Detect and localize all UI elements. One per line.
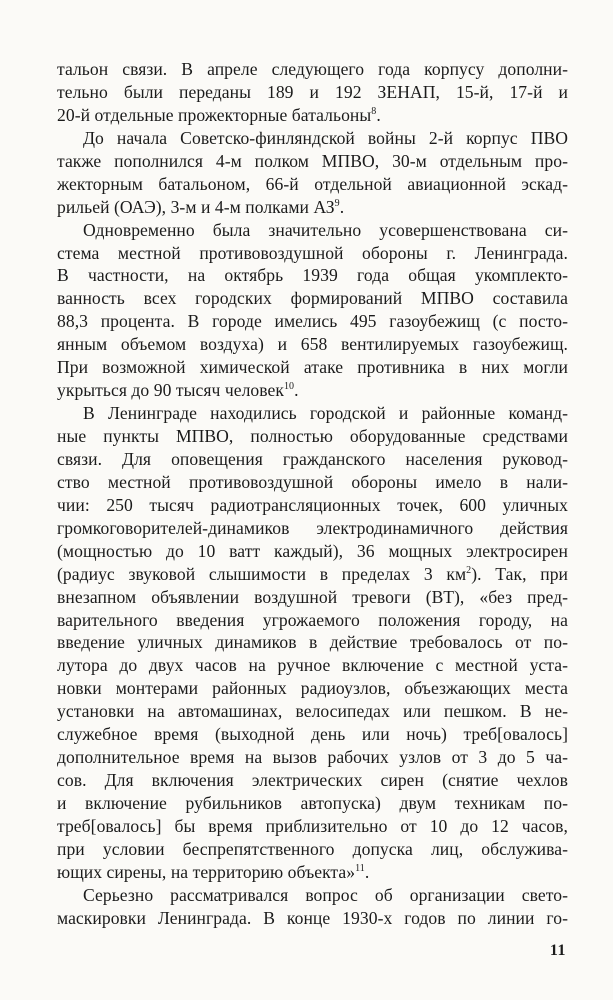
text-line: ство местной противовоздушной обороны имело в нали- [57, 471, 568, 492]
text-line: Серьезно рассматривался вопрос об организации свето- [83, 884, 568, 905]
text-line: дополнительное время на вызов рабочих узлов от 3 до 5 ча- [57, 747, 568, 768]
text-line: стема местной противовоздушной обороны г. Ленинграда. [57, 242, 568, 263]
text-line: рильей (ОАЭ), 3-м и 4-м полками $АЗ^9$. [57, 196, 345, 217]
text-line: До начала Советско-финляндской войны 2-й корпус ПВО [83, 127, 568, 148]
footnote-ref: 2 [466, 564, 472, 576]
text-line: тельно были переданы 189 и 192 ЗЕНАП, 15-й, 17-й и [57, 81, 568, 102]
text-line: ющих сирены, на территорию объекта»$^{11}$. [57, 861, 370, 882]
page-number: 11 [549, 942, 566, 959]
footnote-ref: 9 [334, 197, 340, 209]
text-line: введение уличных динамиков в действие требовалось от по- [57, 632, 568, 653]
text-line: треб[овалось] бы время приблизительно от 10 до 12 часов, [57, 815, 568, 836]
text-line: тальон связи. В апреле следующего года корпусу дополни- [57, 59, 568, 79]
text-line: установки на автомашинах, велосипедах или пешком. В не- [57, 701, 568, 722]
text-line: ванность всех городских формирований МПВО составила [57, 288, 568, 309]
footnote-ref: 11 [355, 862, 365, 874]
text-line: маскировки Ленинграда. В конце 1930-х годов по линии го- [57, 907, 568, 928]
text-line: янным объемом воздуха) и 658 вентилируемых газоубежищ. [57, 334, 568, 355]
text-line: связи. Для оповещения гражданского населения руковод- [57, 448, 568, 469]
footnote-ref: 8 [371, 105, 377, 117]
text-line: служебное время (выходной день или ночь) треб[овалось] [57, 724, 568, 745]
body-text [57, 58, 568, 930]
text-line: варительного введения угрожаемого положения городу, на [57, 609, 568, 630]
footnote-ref: 10 [283, 381, 295, 393]
text-line: При возможной химической атаке противника в них могли [57, 357, 568, 378]
text-line: внезапном объявлении воздушной тревоги (ВТ), «без пред- [57, 586, 568, 607]
text-line: (радиус звуковой слышимости в пределах 3 $км^2$). Так, при [57, 563, 569, 584]
text-line: лутора до двух часов на ручное включение с местной уста- [57, 655, 568, 676]
text-line: (мощностью до 10 ватт каждый), 36 мощных электросирен [57, 540, 568, 561]
text-line: 20-й отдельные прожекторные батальоны$^8$. [57, 104, 381, 125]
text-line: 88,3 процента. В городе имелись 495 газоубежищ (с посто- [57, 311, 568, 332]
text-line: жекторным батальоном, 66-й отдельной авиационной эскад- [57, 173, 568, 194]
text-line: громкоговорителей-динамиков электродинамичного действия [57, 517, 568, 538]
text-line: также пополнился 4-м полком МПВО, 30-м отдельным про- [57, 150, 568, 171]
text-line: В Ленинграде находились городской и районные команд- [83, 403, 568, 424]
text-line: чии: 250 тысяч радиотрансляционных точек, 600 уличных [57, 494, 568, 515]
text-line: В частности, на октябрь 1939 года общая укомплекто- [57, 265, 568, 286]
text-line: и включение рубильников автопуска) двум техникам по- [57, 793, 568, 813]
text-line: сов. Для включения электрических сирен (снятие чехлов [57, 770, 568, 791]
text-line: укрыться до 90 тысяч человек$^{10}$. [57, 380, 299, 401]
text-line: ные пункты МПВО, полностью оборудованные средствами [57, 426, 568, 446]
text-line: Одновременно была значительно усовершенствована си- [83, 219, 568, 240]
text-line: новки монтерами районных радиоузлов, объезжающих места [57, 678, 568, 699]
text-line: при условии беспрепятственного допуска лиц, обслужива- [57, 838, 568, 859]
